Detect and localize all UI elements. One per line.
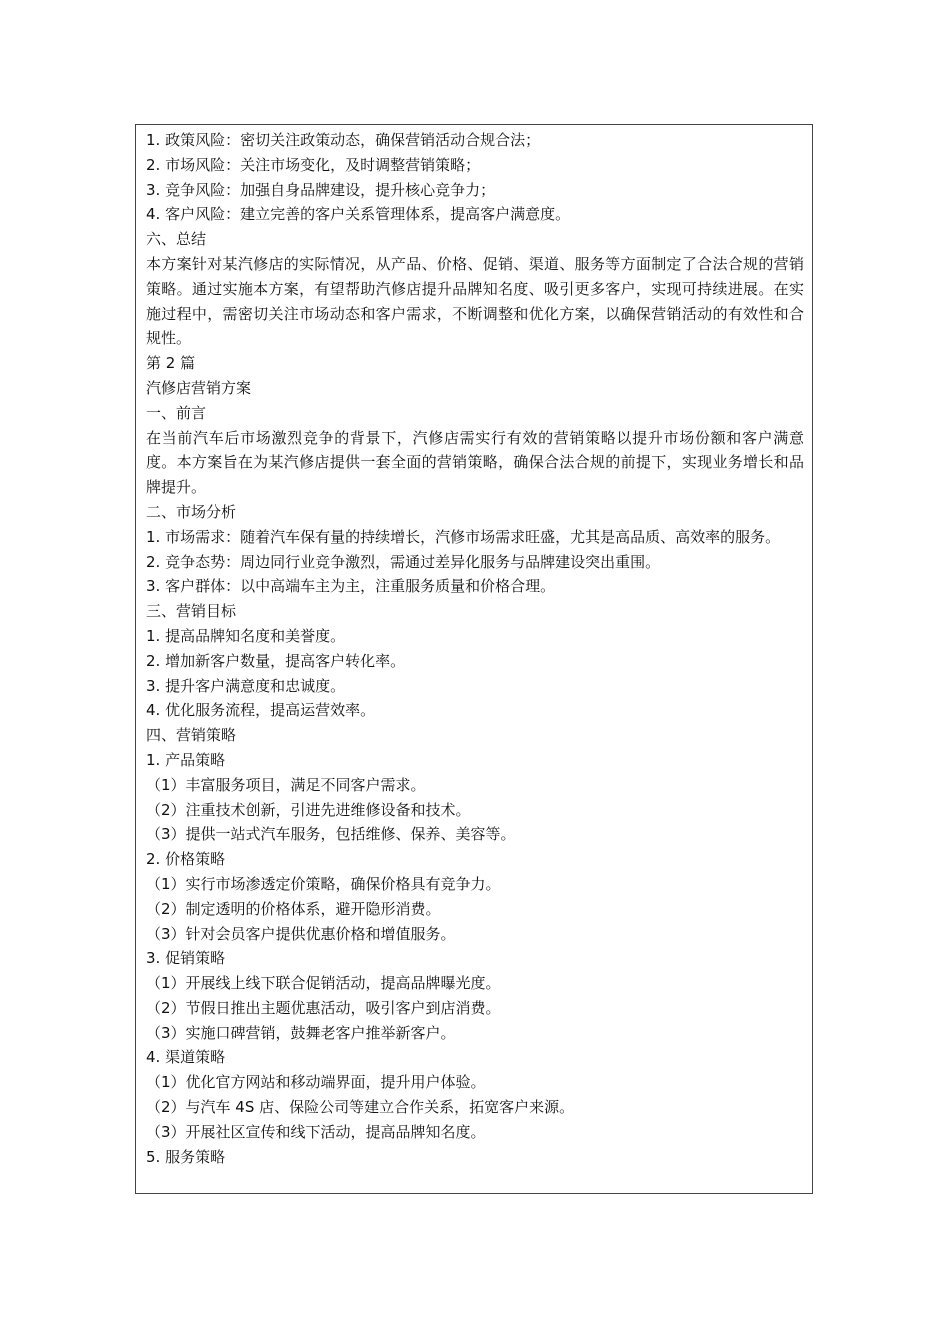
goal-item: 1. 提高品牌知名度和美誉度。: [146, 626, 346, 645]
list-item: （3）针对会员客户提供优惠价格和增值服务。: [146, 924, 456, 943]
list-item: （1）实行市场渗透定价策略，确保价格具有竞争力。: [146, 874, 501, 893]
risk-policy-line: 1. 政策风险：密切关注政策动态，确保营销活动合规合法；: [146, 131, 541, 149]
goal-item: 4. 优化服务流程，提高运营效率。: [146, 701, 376, 720]
summary-paragraph: 本方案针对某汽修店的实际情况，从产品、价格、促销、渠道、服务等方面制定了合法合规的营销策略。通过实施本方案，有望帮助汽修店提升品牌知名度、吸引更多客户，实现可持续进展。在实施过程中，需密切关注市场动态和客户需求，不断调整和优化方案，以确保营销活动的有效性和合规性。: [146, 254, 804, 348]
subheading-product-strategy: 1. 产品策略: [146, 750, 226, 769]
list-item: （1）开展线上线下联合促销活动，提高品牌曝光度。: [146, 974, 501, 993]
article-title: 汽修店营销方案: [146, 378, 252, 397]
subheading-service-strategy: 5. 服务策略: [146, 1147, 226, 1166]
goal-item: 3. 提升客户满意度和忠诚度。: [146, 676, 346, 695]
document-frame: [135, 124, 813, 1194]
list-item: （2）与汽车 4S 店、保险公司等建立合作关系，拓宽客户来源。: [146, 1098, 575, 1117]
article-number: 第 2 篇: [146, 354, 196, 373]
list-item: （2）注重技术创新，引进先进维修设备和技术。: [146, 800, 471, 819]
risk-market-line: 2. 市场风险：关注市场变化，及时调整营销策略；: [146, 155, 481, 174]
competition-line: 2. 竞争态势：周边同行业竞争激烈，需通过差异化服务与品牌建设突出重围。: [146, 552, 661, 571]
section-heading-preface: 一、前言: [146, 403, 207, 422]
subheading-promotion-strategy: 3. 促销策略: [146, 949, 226, 968]
list-item: （3）提供一站式汽车服务，包括维修、保养、美容等。: [146, 825, 516, 844]
list-item: （1）优化官方网站和移动端界面，提升用户体验。: [146, 1073, 486, 1092]
subheading-price-strategy: 2. 价格策略: [146, 850, 226, 869]
section-heading-market-analysis: 二、市场分析: [146, 502, 237, 521]
risk-customer-line: 4. 客户风险：建立完善的客户关系管理体系，提高客户满意度。: [146, 205, 571, 224]
preface-paragraph: 在当前汽车后市场激烈竞争的背景下，汽修店需实行有效的营销策略以提升市场份额和客户满意度。本方案旨在为某汽修店提供一套全面的营销策略，确保合法合规的前提下，实现业务增长和品牌提升。: [146, 428, 804, 497]
customer-group-line: 3. 客户群体：以中高端车主为主，注重服务质量和价格合理。: [146, 577, 556, 596]
list-item: （3）开展社区宣传和线下活动，提高品牌知名度。: [146, 1122, 486, 1141]
list-item: （3）实施口碑营销，鼓舞老客户推举新客户。: [146, 1023, 456, 1042]
market-demand-paragraph: 1. 市场需求：随着汽车保有量的持续增长，汽修市场需求旺盛，尤其是高品质、高效率的服务。: [146, 527, 781, 546]
section-heading-summary: 六、总结: [146, 230, 207, 249]
subheading-channel-strategy: 4. 渠道策略: [146, 1048, 226, 1067]
list-item: （2）节假日推出主题优惠活动，吸引客户到店消费。: [146, 998, 501, 1017]
section-heading-strategy: 四、营销策略: [146, 726, 237, 745]
section-heading-goals: 三、营销目标: [146, 602, 237, 621]
list-item: （1）丰富服务项目，满足不同客户需求。: [146, 775, 426, 794]
goal-item: 2. 增加新客户数量，提高客户转化率。: [146, 651, 406, 670]
list-item: （2）制定透明的价格体系，避开隐形消费。: [146, 899, 441, 918]
risk-competition-line: 3. 竞争风险：加强自身品牌建设，提升核心竞争力；: [146, 180, 496, 199]
document-body: [146, 128, 804, 1169]
